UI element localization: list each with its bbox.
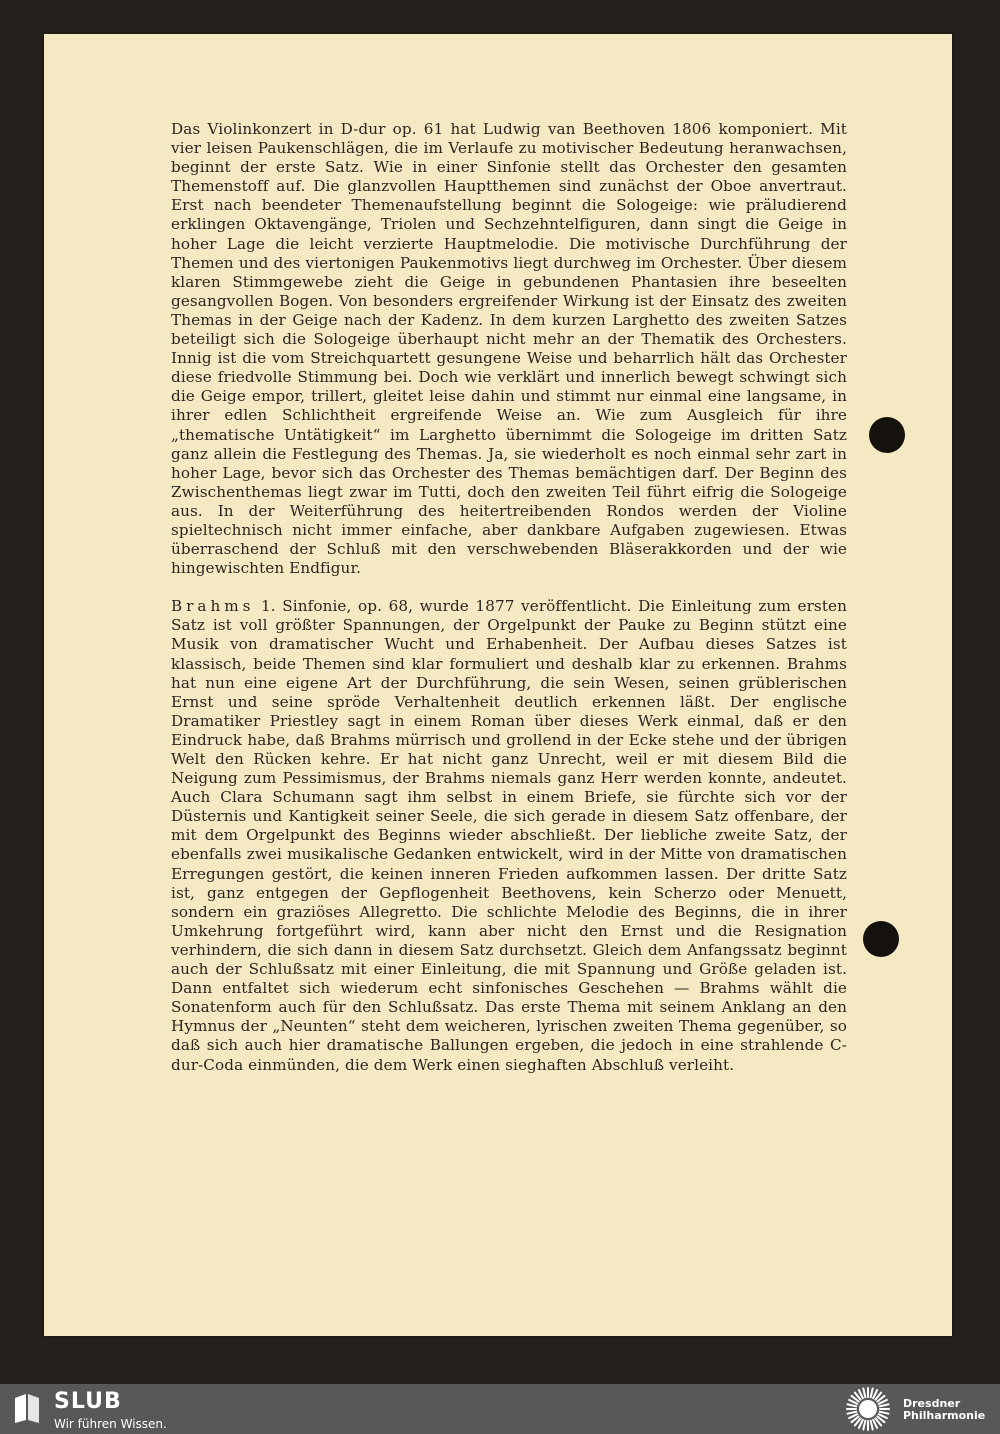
paragraph-lead-word: Brahms <box>171 597 255 616</box>
partner-name-line1: Dresdner <box>903 1397 961 1410</box>
footer-bar <box>0 1384 1000 1434</box>
paragraph-body: 1. Sinfonie, op. 68, wurde 1877 veröffentlicht. Die Einleitung zum ersten Satz ist voll größter Spannungen, der Orgelpunkt der Pauke zu Beginn stützt eine Musik von dramatischer Wucht und Erhabenheit. Der Aufbau dieses Satzes ist klassisch, beide Themen sind klar formuliert und deshalb klar zu erkennen. Brahms hat nun eine eigene Art der Durchführung, die sein Wesen, seinen grüblerischen Ernst und seine spröde Verhaltenheit deutlich erkennen läßt. Der englische Dramatiker Priestley sagt in einem Roman über dieses Werk einmal, daß er den Eindruck habe, daß Brahms mürrisch und grollend in der Ecke stehe und der übrigen Welt den Rücken kehre. Er hat nicht ganz Unrecht, weil er mit diesem Bild die Neigung zum Pessimismus, der Brahms niemals ganz Herr werden konnte, andeutet. Auch Clara Schumann sagt ihm selbst in einem Briefe, sie fürchte sich vor der Düsternis und Kantigkeit seiner Seele, die sich gerade in diesem Satz offenbare, der mit dem Orgelpunkt des Beginns wieder abschließt. Der liebliche zweite Satz, der ebenfalls zwei musikalische Gedanken entwickelt, wird in der Mitte von dramatischen Erregungen gestört, die keinen inneren Frieden aufkommen lassen. Der dritte Satz ist, ganz entgegen der Gepflogenheit Beethovens, kein Scherzo oder Menuett, sondern ein graziöses Allegretto. Die schlichte Melodie des Beginns, die in ihrer Umkehrung fortgeführt wird, kann aber nicht den Ernst und die Resignation verhindern, die sich dann in diesem Satz durchsetzt. Gleich dem Anfangssatz beginnt auch der Schlußsatz mit einer Einleitung, die mit Spannung und Größe geladen ist. Dann entfaltet sich wiederum echt sinfonisches Geschehen — Brahms wählt die Sonatenform auch für den Schlußsatz. Das erste Thema mit seinem Anklang an den Hymnus der „Neunten“ steht dem weicheren, lyrischen zweiten Thema gegenüber, so daß sich auch hier dramatische Ballungen ergeben, die jedoch in eine strahlende C-dur-Coda einmünden, die dem Werk einen sieghaften Abschluß verleiht. <box>171 597 847 1074</box>
program-text <box>171 120 847 1075</box>
slub-tagline: Wir führen Wissen. <box>54 1417 167 1431</box>
paragraph-violin-concerto: Das Violinkonzert in D-dur op. 61 hat Ludwig van Beethoven 1806 komponiert. Mit vier leisen Paukenschlägen, die im Verlaufe zu motivischer Bedeutung heranwachsen, beginnt der erste Satz. Wie in einer Sinfonie stellt das Orchester den gesamten Themenstoff auf. Die glanzvollen Hauptthemen sind zunächst der Oboe anvertraut. Erst nach beendeter Themenaufstellung beginnt die Sologeige: wie präludierend erklingen Oktavengänge, Triolen und Sechzehntelfiguren, dann singt die Geige in hoher Lage die leicht verzierte Hauptmelodie. Die motivische Durchführung der Themen und des viertonigen Paukenmotivs liegt durchweg im Orchester. Über diesem klaren Stimmgewebe zieht die Geige in gebundenen Phantasien ihre beseelten gesangvollen Bogen. Von besonders ergreifender Wirkung ist der Einsatz des zweiten Themas in der Geige nach der Kadenz. In dem kurzen Larghetto des zweiten Satzes beteiligt sich die Sologeige überhaupt nicht mehr an der Thematik des Orchesters. Innig ist die vom Streichquartett gesungene Weise und beharrlich hält das Orchester diese friedvolle Stimmung bei. Doch wie verklärt und innerlich bewegt schwingt sich die Geige empor, trillert, gleitet leise dahin und stimmt nur einmal eine langsame, in ihrer edlen Schlichtheit ergreifende Weise an. Wie zum Ausgleich für ihre „thematische Untätigkeit“ im Larghetto übernimmt die Sologeige im dritten Satz ganz allein die Festlegung des Themas. Ja, sie wiederholt es noch einmal sehr zart in hoher Lage, bevor sich das Orchester des Themas bemächtigen darf. Der Beginn des Zwischenthemas liegt zwar im Tutti, doch den zweiten Teil führt eifrig die Sologeige aus. In der Weiterführung des heitertreibenden Rondos werden der Violine spieltechnisch nicht immer einfache, aber dankbare Aufgaben zugewiesen. Etwas überraschend der Schluß mit den verschwebenden Bläserakkorden und der wie hingewischten Endfigur. <box>171 120 847 578</box>
partner-name-line2: Philharmonie <box>903 1409 986 1422</box>
dresdner-philharmonie-logo[interactable] <box>903 1398 985 1422</box>
book-icon <box>12 1392 42 1424</box>
paragraph-brahms-symphony <box>171 597 847 1074</box>
punch-hole <box>869 417 905 453</box>
punch-hole <box>863 921 899 957</box>
sunburst-logo-icon <box>842 1385 894 1433</box>
slub-logo-text[interactable]: SLUB <box>54 1389 122 1414</box>
scanned-page <box>44 34 952 1336</box>
